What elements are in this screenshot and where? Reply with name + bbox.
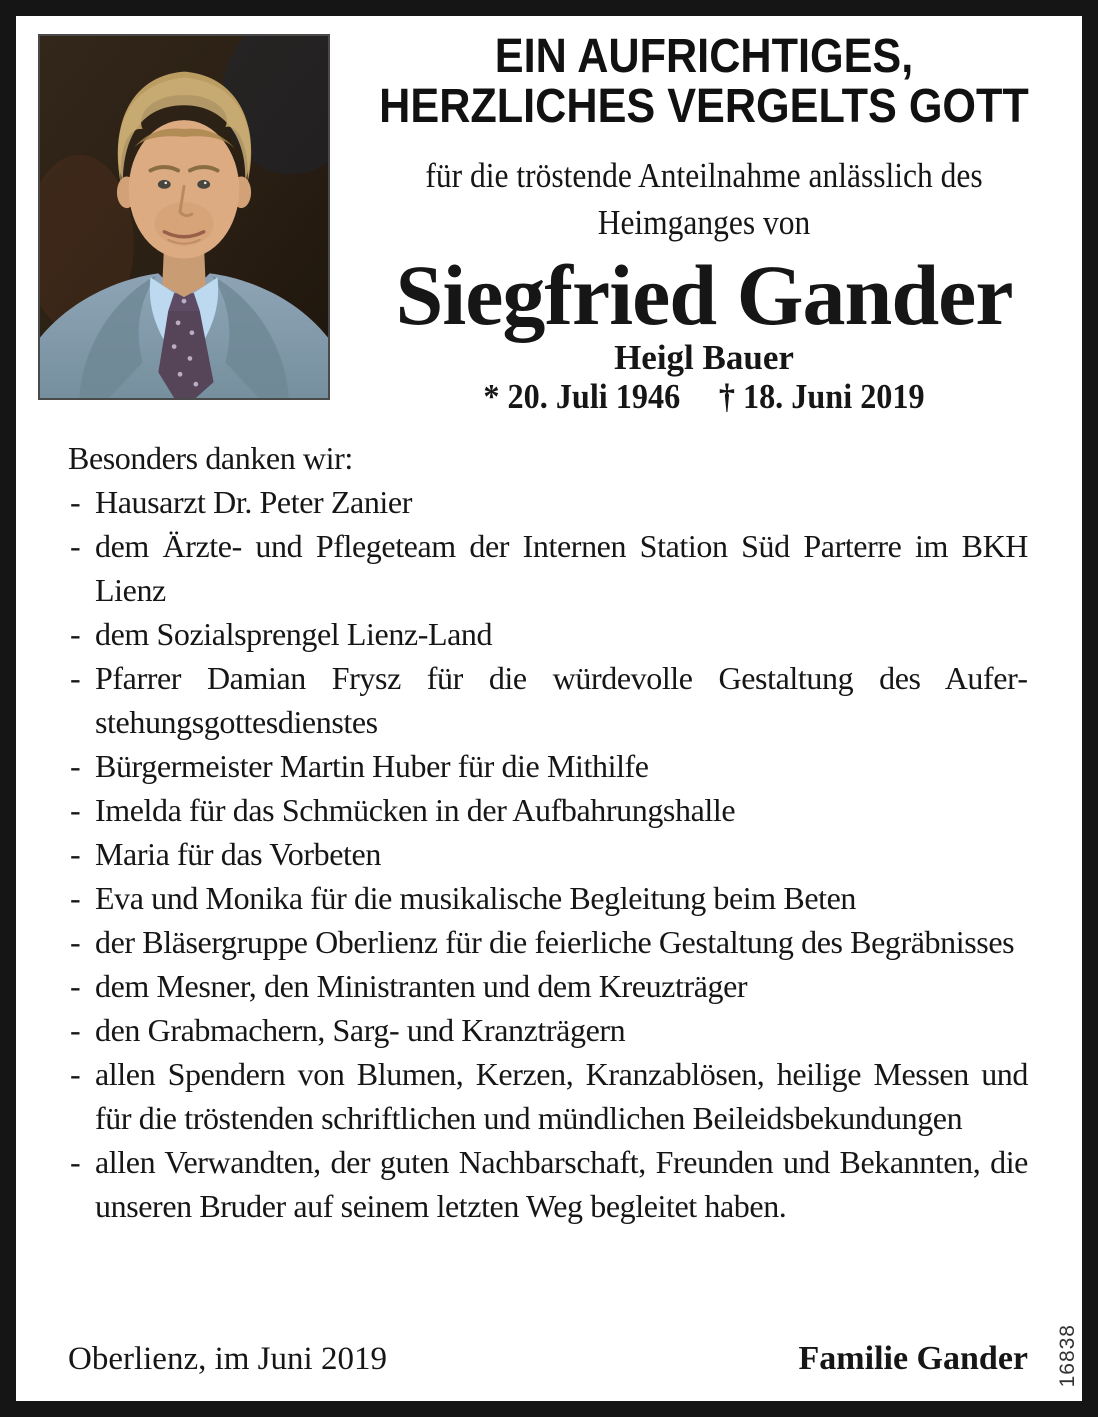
thanks-list-item <box>68 1140 1028 1228</box>
thanks-list-item <box>68 524 1028 612</box>
list-dash-marker: - <box>70 880 81 916</box>
list-dash-marker: - <box>70 836 81 872</box>
list-dash-marker: - <box>70 924 81 960</box>
list-dash-marker: - <box>70 968 81 1004</box>
family-signature: Familie Gander <box>798 1340 1028 1377</box>
place-and-date: Oberlienz, im Juni 2019 <box>68 1341 387 1377</box>
thanks-item-text: Eva und Monika für die musikalische Begleitung beim Beten <box>95 880 857 916</box>
death-date: † 18. Juni 2019 <box>718 377 925 416</box>
thanks-item-text: dem Sozialsprengel Lienz-Land <box>95 616 493 652</box>
thanks-list-item <box>68 964 1028 1008</box>
deceased-name: Siegfried Gander <box>395 247 1013 343</box>
intro-text <box>371 152 1037 246</box>
portrait-photo-illustration <box>40 36 328 398</box>
list-dash-marker: - <box>70 748 81 784</box>
list-dash-marker: - <box>70 660 81 696</box>
headline-line-1: EIN AUFRICHTIGES, <box>494 30 914 83</box>
print-reference-number: 16838 <box>1056 1323 1079 1387</box>
thanks-intro: Besonders danken wir: <box>68 440 353 476</box>
life-dates <box>364 376 1045 418</box>
birth-date: * 20. Juli 1946 <box>483 377 681 416</box>
thanks-item-text: allen Spendern von Blumen, Kerzen, Kranzablösen, heilige Messen und für die tröstenden schriftlichen und mündlichen Beileidsbekundungen <box>95 1056 1028 1136</box>
notice-footer <box>68 1339 1028 1379</box>
thanks-list-item <box>68 1052 1028 1140</box>
list-dash-marker: - <box>70 1144 81 1180</box>
thanks-list <box>68 480 1028 1228</box>
intro-line-2: Heimganges von <box>597 203 811 242</box>
thanks-item-text: der Bläsergruppe Oberlienz für die feierliche Gestaltung des Begräbnisses <box>95 924 1015 960</box>
thanks-item-text: den Grabmachern, Sarg- und Kranzträgern <box>95 1012 626 1048</box>
portrait-photo <box>38 34 330 400</box>
notice-header <box>16 16 1082 426</box>
thanks-list-item <box>68 832 1028 876</box>
list-dash-marker: - <box>70 1012 81 1048</box>
thanks-section <box>68 436 1028 1228</box>
thanks-item-text: allen Verwandten, der guten Nachbarschaft, Freunden und Bekannten, die unseren Bruder auf seinem letzten Weg begleitet haben. <box>95 1144 1028 1224</box>
house-name: Heigl Bauer <box>614 338 794 377</box>
intro-line-1: für die tröstende Anteilnahme anlässlich des <box>425 156 983 195</box>
thanks-item-text: Hausarzt Dr. Peter Zanier <box>95 484 412 520</box>
thanks-list-item <box>68 920 1028 964</box>
thanks-list-item <box>68 1008 1028 1052</box>
headline <box>371 32 1037 132</box>
list-dash-marker: - <box>70 1056 81 1092</box>
thanks-item-text: Pfarrer Damian Frysz für die würdevolle Gestaltung des Auferstehungsgottesdienstes <box>95 660 1028 740</box>
thanks-list-item <box>68 744 1028 788</box>
thanks-item-text: Imelda für das Schmücken in der Aufbahrungshalle <box>95 792 736 828</box>
thanks-list-item <box>68 612 1028 656</box>
thanks-list-item <box>68 788 1028 832</box>
thanks-item-text: Maria für das Vorbeten <box>95 836 381 872</box>
thanks-item-text: dem Mesner, den Ministranten und dem Kreuzträger <box>95 968 748 1004</box>
thanks-item-text: dem Ärzte- und Pflegeteam der Internen Station Süd Parterre im BKH Lienz <box>95 528 1028 608</box>
thanks-list-item <box>68 876 1028 920</box>
header-text-column <box>334 16 1074 418</box>
thanks-list-item <box>68 480 1028 524</box>
headline-line-2: HERZLICHES VERGELTS GOTT <box>379 80 1029 133</box>
list-dash-marker: - <box>70 484 81 520</box>
list-dash-marker: - <box>70 792 81 828</box>
thanks-item-text: Bürgermeister Martin Huber für die Mithilfe <box>95 748 649 784</box>
thanks-list-item <box>68 656 1028 744</box>
list-dash-marker: - <box>70 616 81 652</box>
list-dash-marker: - <box>70 528 81 564</box>
